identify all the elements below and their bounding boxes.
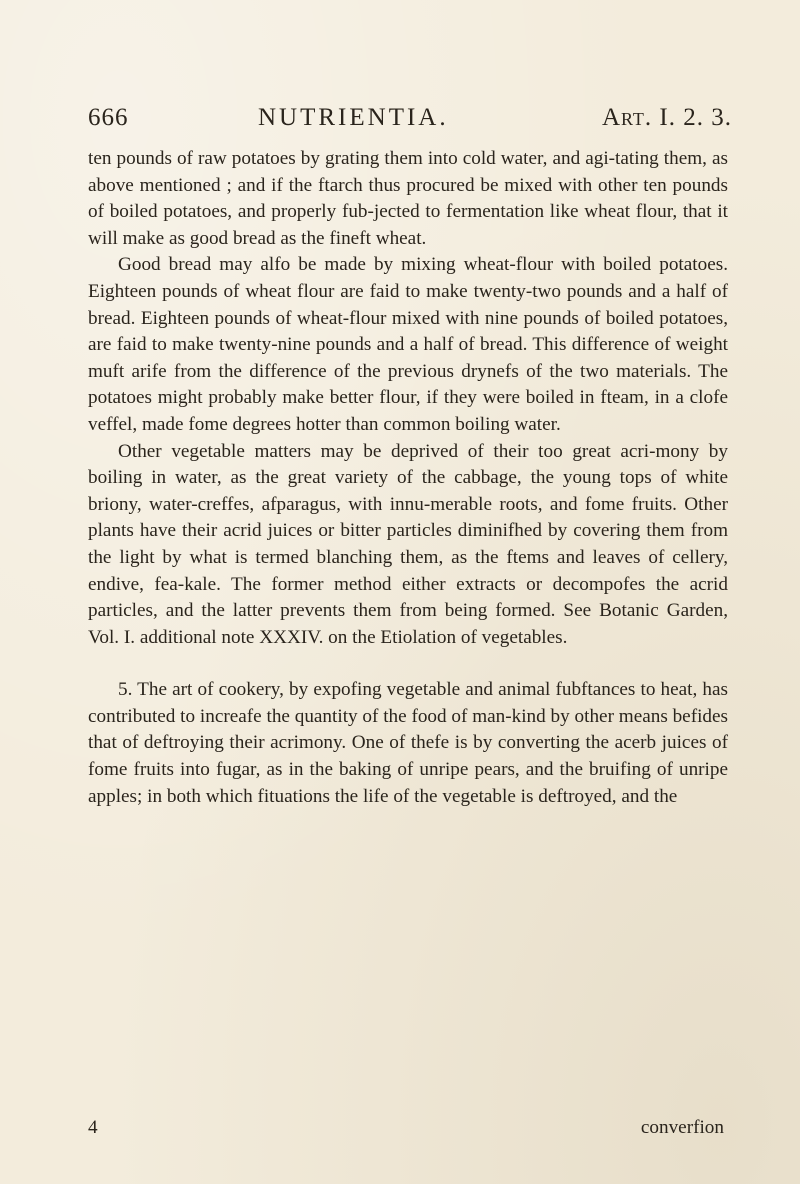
paragraph-section-5: 5. The art of cookery, by expofing vegetable and animal fubftances to heat, has contributed to increafe the quantity of the food of man-kind by other means befides that of deftroying their acrimony. One of thefe is by converting the acerb juices of fome fruits into fugar, as in the baking of unripe pears, and the bruifing of unripe apples; in both which fituations the life of the vegetable is deftroyed, and the [88, 679, 728, 807]
running-title: NUTRIENTIA. [258, 104, 449, 131]
paragraph-bread-potatoes: Good bread may alfo be made by mixing wheat-flour with boiled potatoes. Eighteen pounds of wheat flour are faid to make twenty-two pounds and a half of bread. Eighteen pounds of wheat-flour mixed with nine pounds of boiled potatoes, are faid to make twenty-nine pounds and a half of bread. This difference of weight muft arife from the difference of the previous drynefs of the two materials. The potatoes might probably make better flour, if they were boiled in fteam, in a clofe veffel, made fome degrees hotter than common boiling water. [88, 254, 728, 435]
article-reference: Art. I. 2. 3. [601, 104, 732, 131]
catchword: converfion [640, 1117, 724, 1138]
signature-mark: 4 [88, 1117, 98, 1138]
body-text [88, 146, 728, 810]
page-number: 666 [88, 104, 129, 131]
running-head [88, 104, 732, 138]
paragraph-continued: ten pounds of raw potatoes by grating them into cold water, and agi-tating them, as above mentioned ; and if the ftarch thus procured be mixed with other ten pounds of boiled potatoes, and properly fub-jected to fermentation like wheat flour, that it will make as good bread as the fineft wheat. [88, 148, 728, 249]
page-footer [88, 1117, 728, 1145]
paragraph-acrimony: Other vegetable matters may be deprived of their too great acri-mony by boiling in water, as the great variety of the cabbage, the young tops of white briony, water-creffes, afparagus, with innu-merable roots, and fome fruits. Other plants have their acrid juices or bitter particles diminifhed by covering them from the light by what is termed blanching them, as the ftems and leaves of cellery, endive, fea-kale. The former method either extracts or decompofes the acrid particles, and the latter prevents them from being formed. See Botanic Garden, Vol. I. additional note XXXIV. on the Etiolation of vegetables. [88, 440, 728, 648]
